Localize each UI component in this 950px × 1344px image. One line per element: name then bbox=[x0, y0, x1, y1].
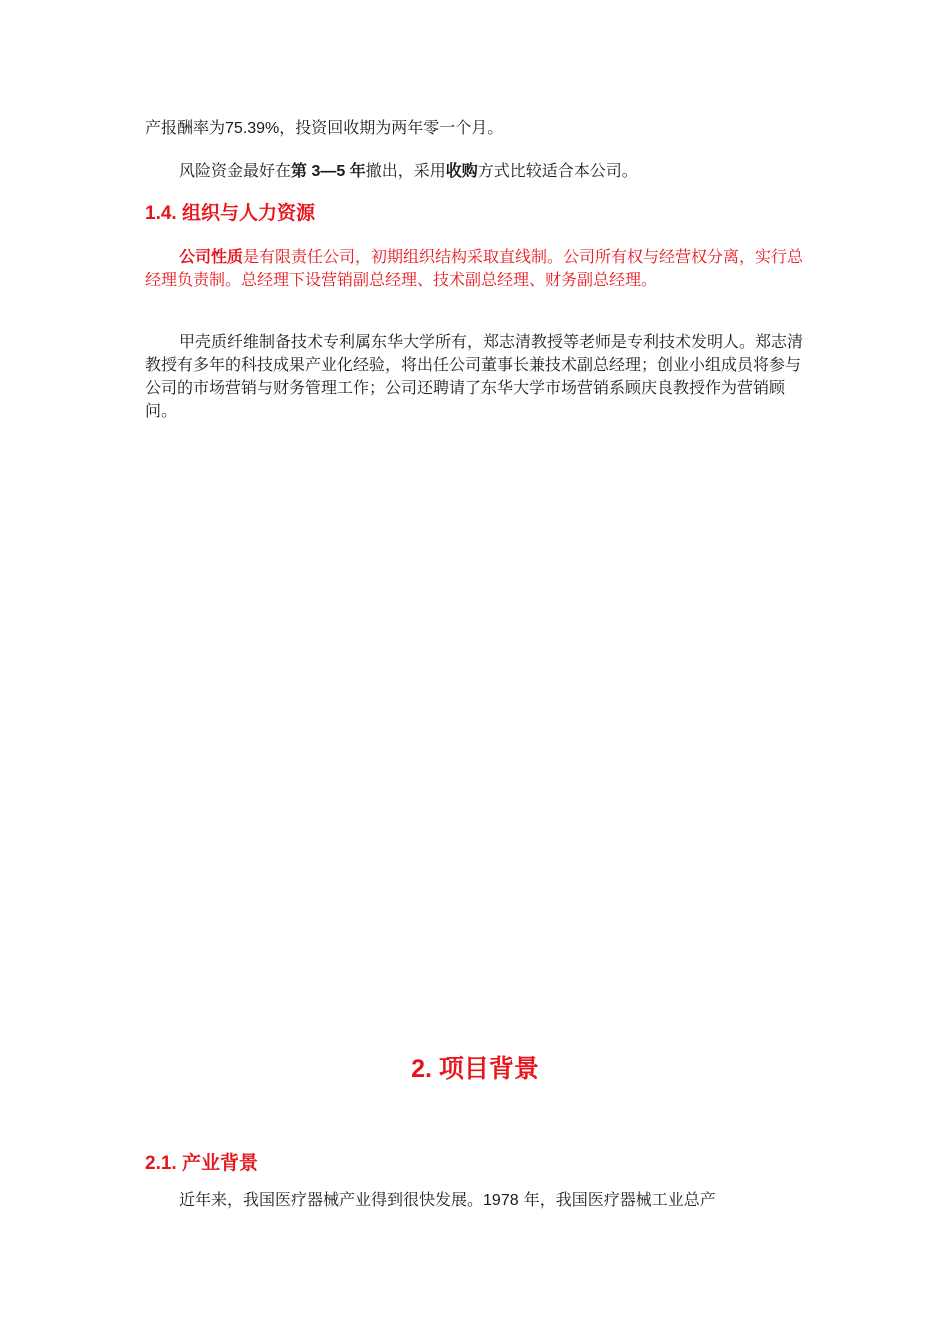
return-rate-value: 75.39% bbox=[225, 120, 280, 137]
section-heading-2-1: 2.1. 产业背景 bbox=[145, 1153, 258, 1174]
exit-method: 收购 bbox=[445, 161, 478, 180]
exit-text-e: 方式比较适合本公司。 bbox=[477, 161, 638, 180]
paragraph-patent-team: 甲壳质纤维制备技术专利属东华大学所有，郑志清教授等老师是专利技术发明人。郑志清教授有多年的科技成果产业化经验，将出任公司董事长兼技术副总经理；创业小组成员将参与公司的市场营销与财务管理工作；公司还聘请了东华大学市场营销系顾庆良教授作为营销顾问。 bbox=[145, 332, 804, 420]
return-rate-suffix: ，投资回收期为两年零一个月。 bbox=[279, 118, 504, 137]
paragraph-company-nature bbox=[145, 245, 809, 291]
exit-text-c: 撤出，采用 bbox=[365, 161, 446, 180]
industry-text-b: 年，我国医疗器械工业总产 bbox=[518, 1190, 716, 1209]
return-rate-prefix: 产报酬率为 bbox=[145, 118, 226, 137]
exit-text-a: 风险资金最好在 bbox=[179, 161, 292, 180]
company-nature-text: 是有限责任公司，初期组织结构采取直线制。公司所有权与经营权分离，实行总经理负责制。总经理下设营销副总经理、技术副总经理、财务副总经理。 bbox=[145, 247, 804, 289]
paragraph-return-rate bbox=[145, 116, 809, 140]
section-heading-1-4: 1.4. 组织与人力资源 bbox=[145, 203, 315, 224]
exit-years: 第 3—5 年 bbox=[291, 163, 366, 180]
industry-year: 1978 bbox=[483, 1192, 519, 1209]
company-nature-label: 公司性质 bbox=[179, 247, 244, 266]
chapter-heading-2: 2. 项目背景 bbox=[411, 1055, 539, 1083]
paragraph-industry-background bbox=[145, 1188, 809, 1212]
paragraph-exit-strategy bbox=[145, 159, 809, 183]
industry-text-a: 近年来，我国医疗器械产业得到很快发展。 bbox=[179, 1190, 484, 1209]
